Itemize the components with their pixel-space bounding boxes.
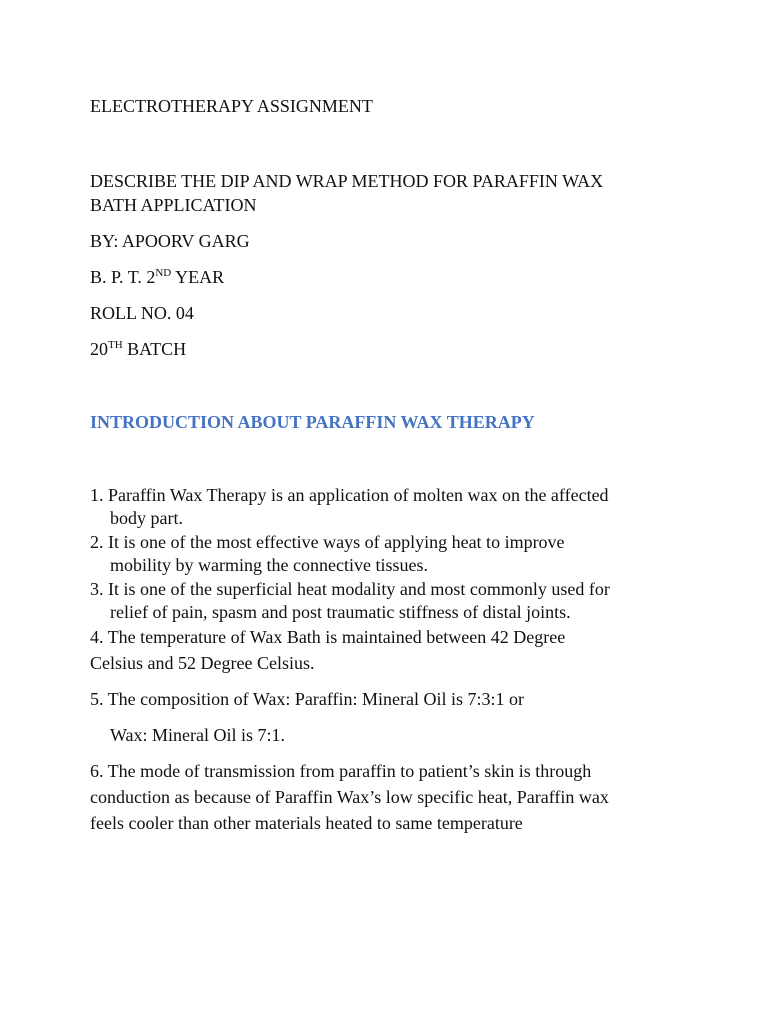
point-1-line-2: body part.: [110, 508, 183, 528]
point-3-line-2: relief of pain, spasm and post traumatic stiffness of distal joints.: [110, 602, 571, 622]
assignment-title: ELECTROTHERAPY ASSIGNMENT: [90, 96, 373, 116]
point-3-line-1: 3. It is one of the superficial heat modality and most commonly used for: [90, 579, 610, 599]
point-6-line-3: feels cooler than other materials heated to same temperature: [90, 813, 523, 833]
section-heading: INTRODUCTION ABOUT PARAFFIN WAX THERAPY: [90, 412, 535, 432]
point-4-line-2: Celsius and 52 Degree Celsius.: [90, 653, 315, 673]
point-2-line-2: mobility by warming the connective tissues.: [110, 555, 428, 575]
batch-prefix: 20: [90, 339, 108, 359]
point-2-line-1: 2. It is one of the most effective ways of applying heat to improve: [90, 532, 565, 552]
point-4-line-1: 4. The temperature of Wax Bath is maintained between 42 Degree: [90, 627, 566, 647]
question-line-2: BATH APPLICATION: [90, 195, 257, 215]
course-superscript: ND: [155, 267, 172, 279]
point-1-line-1: 1. Paraffin Wax Therapy is an application of molten wax on the affected: [90, 485, 609, 505]
point-5-line-1: 5. The composition of Wax: Paraffin: Mineral Oil is 7:3:1 or: [90, 689, 524, 709]
question-line-1: DESCRIBE THE DIP AND WRAP METHOD FOR PARAFFIN WAX: [90, 171, 604, 191]
course-suffix: YEAR: [171, 267, 225, 287]
author-line: BY: APOORV GARG: [90, 231, 250, 251]
batch-superscript: TH: [108, 339, 123, 351]
batch-line: [90, 338, 186, 360]
batch-suffix: BATCH: [122, 339, 187, 359]
roll-number: ROLL NO. 04: [90, 303, 194, 323]
course-line: [90, 266, 224, 288]
point-5-line-2: Wax: Mineral Oil is 7:1.: [110, 725, 286, 745]
point-6-line-2: conduction as because of Paraffin Wax’s low specific heat, Paraffin wax: [90, 787, 609, 807]
course-prefix: B. P. T. 2: [90, 267, 156, 287]
point-6-line-1: 6. The mode of transmission from paraffin to patient’s skin is through: [90, 761, 592, 781]
